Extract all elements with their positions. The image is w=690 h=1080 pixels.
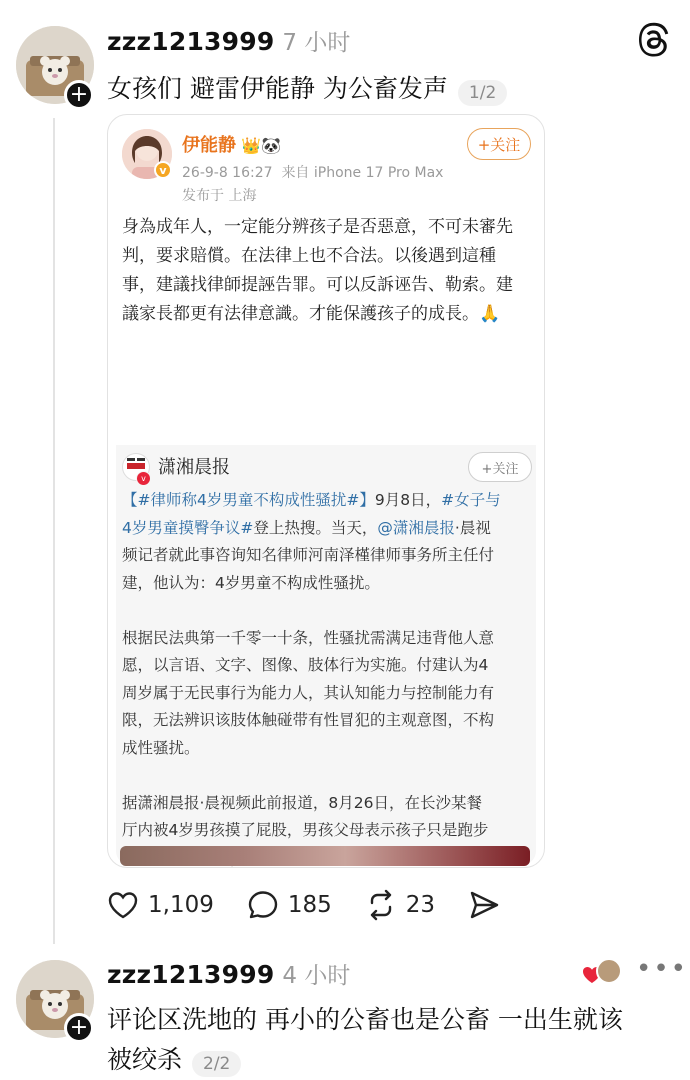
like-count: 1,109 bbox=[148, 892, 214, 918]
post-header bbox=[107, 957, 350, 990]
repost-line: 愿，以言语、文字、图像、肢体行为实施。付建认为4 bbox=[122, 656, 489, 674]
follow-plus-button[interactable] bbox=[64, 80, 94, 110]
follow-plus-button[interactable] bbox=[64, 1013, 94, 1043]
weibo-body bbox=[122, 213, 534, 329]
weibo-body-line: 事，建議找律師提誣告罪。可以反訴诬告、勒索。建 bbox=[122, 275, 513, 295]
weibo-date: 26-9-8 16:27 bbox=[182, 165, 273, 181]
post-text-row bbox=[107, 1040, 241, 1077]
like-button[interactable] bbox=[106, 888, 214, 922]
weibo-location: 发布于 上海 bbox=[182, 188, 257, 204]
mention-link[interactable]: @潇湘晨报 bbox=[377, 518, 455, 537]
verified-icon: v bbox=[154, 161, 172, 179]
comment-count: 185 bbox=[287, 892, 332, 918]
repost-line: 周岁属于无民事行为能力人，其认知能力与控制能力有 bbox=[122, 683, 495, 702]
weibo-name-row bbox=[182, 131, 281, 157]
weibo-body-line: 議家長都更有法律意識。才能保護孩子的成長。🙏 bbox=[122, 304, 501, 324]
weibo-body-line: 身為成年人，一定能分辨孩子是否惡意，不可未審先 bbox=[122, 217, 513, 237]
repost-body bbox=[122, 487, 534, 868]
avatar bbox=[596, 958, 622, 984]
plus-icon: + bbox=[69, 1015, 89, 1040]
threads-logo-icon[interactable] bbox=[636, 22, 672, 58]
share-icon bbox=[467, 888, 501, 922]
repost-text: ·晨视 bbox=[454, 518, 491, 537]
repost-text: 登上热搜。当天， bbox=[253, 518, 378, 537]
embedded-weibo-card[interactable] bbox=[107, 114, 545, 868]
thread-line bbox=[53, 118, 55, 944]
post-header bbox=[107, 24, 350, 57]
post-time: 7 小时 bbox=[282, 30, 351, 56]
weibo-body-line: 判，要求賠償。在法律上也不合法。以後遇到這種 bbox=[122, 246, 496, 266]
weibo-meta bbox=[182, 162, 443, 182]
repost-line: 据潇湘晨报·晨视频此前报道，8月26日，在长沙某餐 bbox=[122, 793, 483, 812]
repost-icon bbox=[364, 888, 398, 922]
action-bar bbox=[106, 888, 541, 922]
repost-text: 9月8日， bbox=[374, 491, 442, 509]
hashtag-link[interactable]: #女子与 bbox=[441, 491, 501, 509]
weibo-name-emoji: 👑🐼 bbox=[241, 136, 281, 155]
repost-line: 频记者就此事咨询知名律师河南泽槿律师事务所主任付 bbox=[122, 546, 495, 564]
comment-icon bbox=[246, 888, 280, 922]
repost-username[interactable]: 潇湘晨报 bbox=[158, 457, 230, 478]
weibo-source: 来自 iPhone 17 Pro Max bbox=[281, 165, 444, 181]
hashtag-link[interactable]: 【#律师称4岁男童不构成性骚扰#】 bbox=[122, 491, 375, 509]
weibo-follow-button[interactable]: +关注 bbox=[467, 128, 531, 160]
repost-block[interactable] bbox=[116, 445, 536, 865]
page-indicator: 2/2 bbox=[192, 1051, 241, 1077]
post-text: 被绞杀 bbox=[107, 1045, 183, 1074]
repost-line: 根据民法典第一千零一十条，性骚扰需满足违背他人意 bbox=[122, 628, 495, 647]
liked-by-indicator bbox=[582, 958, 624, 986]
weibo-username[interactable]: 伊能静 bbox=[182, 135, 236, 156]
verified-icon: v bbox=[136, 471, 151, 486]
post-time: 4 小时 bbox=[282, 963, 351, 989]
post-text: 评论区洗地的 再小的公畜也是公畜 一出生就该 bbox=[107, 1005, 623, 1034]
repost-line: 建，他认为：4岁男童不构成性骚扰。 bbox=[122, 573, 380, 592]
comment-button[interactable] bbox=[246, 888, 332, 922]
post-text-row bbox=[107, 69, 507, 106]
page-indicator: 1/2 bbox=[458, 80, 507, 106]
repost-count: 23 bbox=[405, 892, 436, 918]
username[interactable]: zzz1213999 bbox=[107, 960, 275, 989]
repost-line: 成性骚扰。 bbox=[122, 738, 200, 757]
username[interactable]: zzz1213999 bbox=[107, 27, 275, 56]
heart-icon bbox=[106, 888, 140, 922]
plus-icon: + bbox=[69, 82, 89, 107]
share-button[interactable] bbox=[467, 888, 509, 922]
repost-button[interactable] bbox=[364, 888, 435, 922]
video-thumbnail[interactable] bbox=[120, 846, 530, 866]
repost-line: 厅内被4岁男孩摸了屁股，男孩父母表示孩子只是跑步 bbox=[122, 821, 489, 839]
repost-line: 限，无法辨识该肢体触碰带有性冒犯的主观意图，不构 bbox=[122, 711, 495, 729]
hashtag-link[interactable]: 4岁男童摸臀争议# bbox=[122, 518, 254, 537]
repost-follow-button[interactable]: +关注 bbox=[468, 452, 532, 482]
more-icon[interactable]: ••• bbox=[636, 954, 689, 984]
post-text: 女孩们 避雷伊能静 为公畜发声 bbox=[107, 74, 448, 103]
